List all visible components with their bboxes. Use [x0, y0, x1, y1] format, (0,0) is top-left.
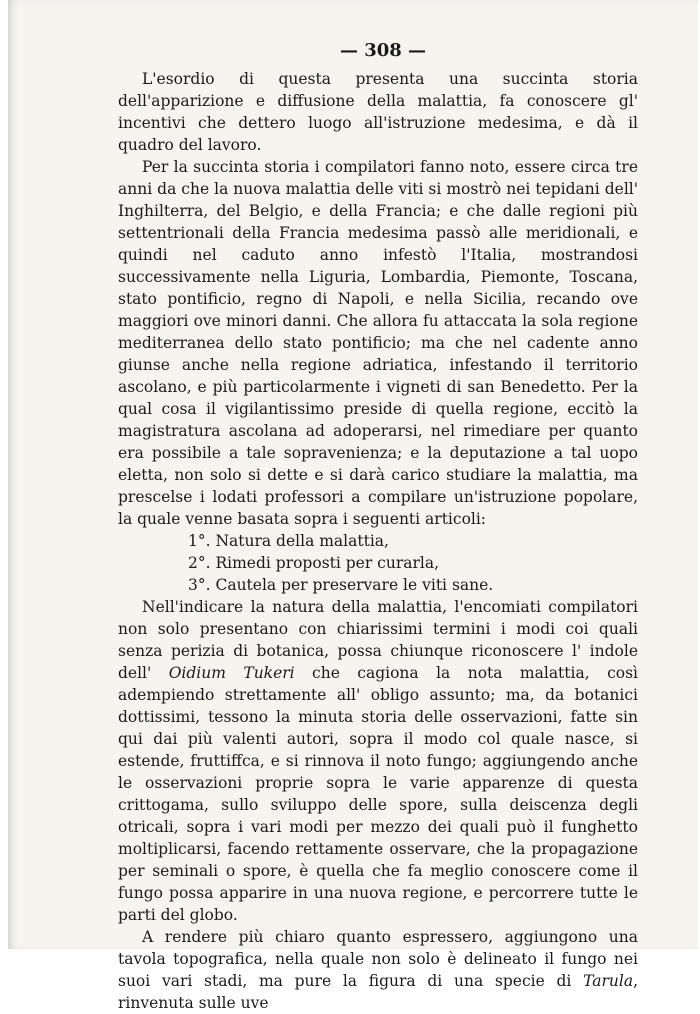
paragraph-3 — [118, 596, 638, 926]
list-item: 3°. Cautela per preservare le viti sane. — [188, 576, 494, 594]
list-item: 2°. Rimedi proposti per curarla, — [188, 554, 440, 572]
paragraph-1: L'esordio di questa presenta una succinta storia dell'apparizione e diffusione della malattia, fa conoscere gl' incentivi che dettero luogo all'istruzione medesima, e dà il quadro del lavoro. — [118, 70, 638, 154]
paragraph-2: Per la succinta storia i compilatori fanno noto, essere circa tre anni da che la nuova malattia delle viti si mostrò nei tepidani dell' Inghilterra, del Belgio, e della Francia; e che dalle regioni più settentrionali della Francia medesima passò alle meridionali, e quindi nel caduto anno infestò l'Italia, mostrandosi successivamente nella Liguria, Lombardia, Piemonte, Toscana, stato pontificio, regno di Napoli, e nella Sicilia, recando ove maggiori ove minori danni. Che allora fu attaccata la sola regione mediterranea dello stato pontificio; ma che nel cadente anno giunse anche nella regione adriatica, infestando il territorio ascolano, e più particolarmente i vigneti di san Benedetto. Per la qual cosa il vigilantissimo preside di quella regione, eccitò la magistratura ascolana ad adoperarsi, nel rimediare per quanto era possibile a tale sopravenienza; e la deputazione a tal uopo eletta, non solo si dette e si darà carico studiare la malattia, ma prescelse i lodati professori a compilare un'istruzione popolare, la quale venne basata sopra i seguenti articoli: — [118, 158, 638, 528]
paragraph-3-text-b: che cagiona la nota malattia, così adempiendo strettamente all' obligo assunto; ma, da botanici dottissimi, tessono la minuta storia delle osservazioni, fatte sin qui dai più valenti autori, sopra il modo col quale nasce, si estende, fruttiffca, e si rinnova il noto fungo; aggiungendo anche le osservazioni proprie sopra le varie apparenze di questa crittogama, sullo sviluppo delle spore, sulla deiscenza degli otricali, sopra i vari modi per mezzo dei quali può il funghetto moltiplicarsi, facendo rettamente osservare, che la propagazione per seminali o spore, è quella che fa meglio conoscere come il fungo possa apparire in una nuova regione, e percorrere tutte le parti del globo. — [118, 664, 638, 924]
book-page — [8, 0, 698, 1012]
page-number: — 308 — — [339, 40, 427, 61]
species-name-tarula: Tarula — [583, 972, 634, 990]
species-name-oidium: Oidium Tukeri — [168, 664, 295, 682]
paragraph-4 — [118, 926, 638, 1014]
articles-list — [118, 530, 638, 596]
body-text — [118, 68, 638, 1014]
paragraph-4-text-b: , rinvenuta sulle uve — [118, 972, 638, 1012]
paragraph-4-text-a: A rendere più chiaro quanto espressero, aggiungono una tavola topografica, nella quale non solo è delineato il fungo nei suoi vari stadi, ma pure la figura di una specie di — [118, 928, 638, 990]
list-item: 1°. Natura della malattia, — [188, 532, 389, 550]
paragraph-3-text-a: Nell'indicare la natura della malattia, l'encomiati compilatori non solo presentano con chiarissimi termini i modi coi quali senza perizia di botanica, possa chiunque riconoscere l' indole dell' — [118, 598, 638, 682]
